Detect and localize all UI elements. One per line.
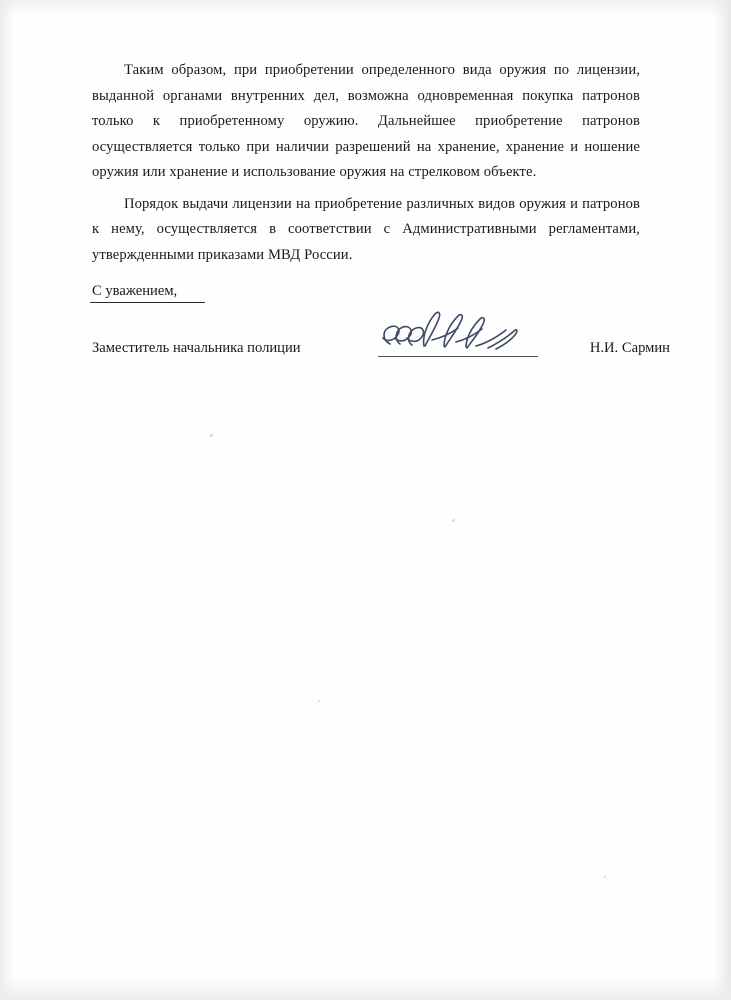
scan-edge-top xyxy=(0,0,731,16)
scan-speck xyxy=(318,700,320,702)
scan-speck xyxy=(210,434,213,437)
closing-salutation: С уважением, xyxy=(92,283,178,299)
paragraph: Порядок выдачи лицензии на приобретение различных видов оружия и патронов к нему, осуществляется в соответствии с Административными регламентами, утвержденными приказами МВД России. xyxy=(92,195,640,263)
signature-block xyxy=(92,340,670,362)
scan-speck xyxy=(452,519,455,522)
signature-line xyxy=(378,356,538,357)
closing-underline xyxy=(90,302,205,303)
paragraph: Таким образом, при приобретении определенного вида оружия по лицензии, выданной органами внутренних дел, возможна одновременная покупка патронов только к приобретенному оружию. Дальнейшее приобретение патронов осуществляется только при наличии разрешений на хранение, хранение и ношение оружия или хранение и использование оружия на стрелковом объекте. xyxy=(92,62,640,180)
signatory-name: Н.И. Сармин xyxy=(589,340,670,356)
scan-edge-left xyxy=(0,0,14,1000)
scan-edge-right xyxy=(713,0,731,1000)
document-body xyxy=(92,58,640,270)
signatory-title: Заместитель начальника полиции xyxy=(92,340,301,356)
scan-speck xyxy=(604,876,606,878)
scan-edge-bottom xyxy=(0,978,731,1000)
